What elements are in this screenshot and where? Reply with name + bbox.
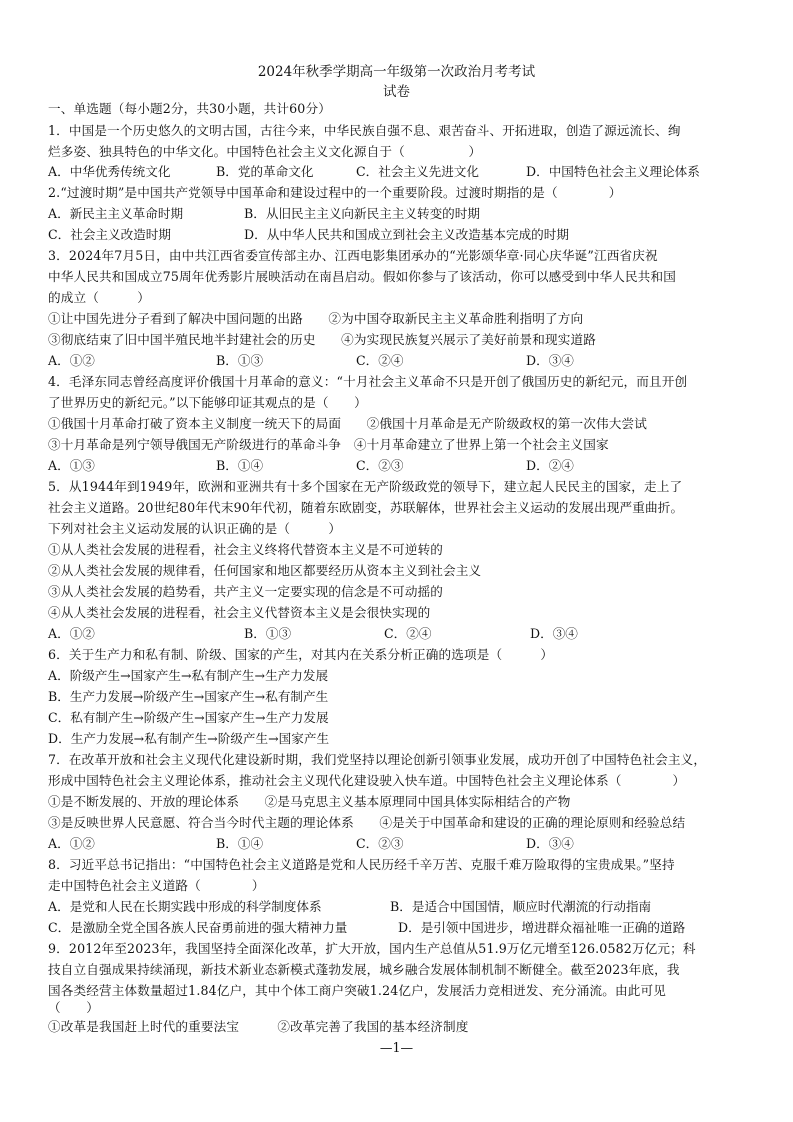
question-6-option-a: A．阶级产生→国家产生→私有制产生→生产力发展 <box>48 668 329 683</box>
question-3-option-a: A．①② <box>48 353 95 368</box>
question-6-option-d: D．生产力发展→私有制产生→阶级产生→国家产生 <box>48 731 330 746</box>
question-4-option-a: A．①③ <box>48 458 95 473</box>
question-9-stem-line: （ ） <box>48 1000 99 1015</box>
question-4-stem-line: 了世界历史的新纪元。”以下能够印证其观点的是（ ） <box>48 395 367 410</box>
question-9-stem-line: 技自立自强成果持续涌现，新技术新业态新模式蓬勃发展，城乡融合发展体制机制不断健全。截至2023年底，我 <box>48 962 680 977</box>
question-1-stem-line: 烂多姿、独具特色的中华文化。中国特色社会主义文化源自于（ ） <box>48 144 482 159</box>
question-9-stem-line: 国各类经营主体数量超过1.84亿户，其中个体工商户突破1.24亿户，发展活力竞相迸发、充分涌流。由此可见 <box>48 983 667 998</box>
question-9-stem-line: 9．2012年至2023年，我国坚持全面深化改革，扩大开放，国内生产总值从51.9万亿元增至126.0582万亿元；科 <box>48 941 696 956</box>
question-1-option-c: C．社会主义先进文化 <box>356 164 479 179</box>
question-4-option-b: B．①④ <box>216 458 264 473</box>
question-4-option-d: D．②④ <box>526 458 574 473</box>
exam-title: 2024年秋季学期高一年级第一次政治月考考试 <box>257 64 536 80</box>
question-3-option-c: C．②④ <box>356 353 404 368</box>
question-1-option-a: A．中华优秀传统文化 <box>48 164 171 179</box>
question-5-option-a: A．①② <box>48 626 95 641</box>
question-4-statement-line: ①俄国十月革命打破了资本主义制度一统天下的局面 ②俄国十月革命是无产阶级政权的第一次伟大尝试 <box>48 416 647 431</box>
question-7-option-d: D．③④ <box>526 836 574 851</box>
question-8-option-c: C．是激励全党全国各族人民奋勇前进的强大精神力量 <box>48 920 348 935</box>
question-4-option-c: C．②③ <box>356 458 404 473</box>
question-2-stem-line: 2.“过渡时期”是中国共产党领导中国革命和建设过程中的一个重要阶段。过渡时期指的是（ ） <box>48 185 622 200</box>
question-7-statement-line: ③是反映世界人民意愿、符合当今时代主题的理论体系 ④是关于中国革命和建设的正确的理论原则和经验总结 <box>48 815 686 830</box>
section-heading: 一、单选题（每小题2分，共30小题，共计60分） <box>48 101 331 116</box>
question-2-option-a: A．新民主主义革命时期 <box>48 206 184 221</box>
question-6-option-c: C．私有制产生→阶级产生→国家产生→生产力发展 <box>48 710 329 725</box>
question-7-stem-line: 7．在改革开放和社会主义现代化建设新时期，我们党坚持以理论创新引领事业发展，成功开创了中国特色社会主义， <box>48 752 707 767</box>
question-5-stem-line: 下列对社会主义运动发展的认识正确的是（ ） <box>48 521 342 536</box>
question-5-statement-line: ②从人类社会发展的规律看，任何国家和地区都要经历从资本主义到社会主义 <box>48 563 482 578</box>
question-5-stem-line: 社会主义道路。20世纪80年代末90年代初，随着东欧剧变，苏联解体，世界社会主义运动的发展出现严重曲折。 <box>48 500 684 515</box>
question-7-option-b: B．①④ <box>216 836 264 851</box>
question-5-statement-line: ①从人类社会发展的进程看，社会主义终将代替资本主义是不可逆转的 <box>48 542 444 557</box>
question-8-stem-line: 走中国特色社会主义道路（ ） <box>48 878 265 893</box>
question-1-stem-line: 1．中国是一个历史悠久的文明古国，古往今来，中华民族自强不息、艰苦奋斗、开拓进取，创造了源远流长、绚 <box>48 123 681 138</box>
question-3-stem-line: 3．2024年7月5日，由中共江西省委宣传部主办、江西电影集团承办的“光影颂华章·同心庆华诞”江西省庆祝 <box>48 248 658 263</box>
question-6-stem-line: 6．关于生产力和私有制、阶级、国家的产生，对其内在关系分析正确的选项是（ ） <box>48 647 554 662</box>
question-8-option-d: D．是引领中国进步，增进群众福祉唯一正确的道路 <box>398 920 686 935</box>
question-6-option-b: B．生产力发展→阶级产生→国家产生→私有制产生 <box>48 689 329 704</box>
question-5-stem-line: 5．从1944年到1949年，欧洲和亚洲共有十多个国家在无产阶级政党的领导下，建立起人民民主的国家，走上了 <box>48 479 683 494</box>
question-2-option-d: D．从中华人民共和国成立到社会主义改造基本完成的时期 <box>244 227 569 242</box>
question-2-option-c: C．社会主义改造时期 <box>48 227 171 242</box>
question-2-option-b: B．从旧民主主义向新民主主义转变的时期 <box>244 206 480 221</box>
question-9-statement-line: ①改革是我国赶上时代的重要法宝 ②改革完善了我国的基本经济制度 <box>48 1019 469 1034</box>
question-4-stem-line: 4．毛泽东同志曾经高度评价俄国十月革命的意义：“十月社会主义革命不只是开创了俄国历史的新纪元，而且开创 <box>48 374 688 389</box>
question-5-option-b: B．①③ <box>244 626 292 641</box>
question-3-stem-line: 的成立（ ） <box>48 290 150 305</box>
question-5-statement-line: ④从人类社会发展的进程看，社会主义代替资本主义是会很快实现的 <box>48 605 431 620</box>
question-7-option-c: C．②③ <box>356 836 404 851</box>
question-1-option-d: D．中国特色社会主义理论体系 <box>526 164 700 179</box>
exam-subtitle: 试卷 <box>383 84 410 100</box>
question-7-statement-line: ①是不断发展的、开放的理论体系 ②是马克思主义基本原理同中国具体实际相结合的产物 <box>48 794 571 809</box>
question-3-statement-line: ③彻底结束了旧中国半殖民地半封建社会的历史 ④为实现民族复兴展示了美好前景和现实道路 <box>48 332 596 347</box>
question-8-option-b: B．是适合中国国情，顺应时代潮流的行动指南 <box>390 899 652 914</box>
question-1-option-b: B．党的革命文化 <box>216 164 314 179</box>
question-8-stem-line: 8．习近平总书记指出：“中国特色社会主义道路是党和人民历经千辛万苦、克服千难万险取得的宝贵成果。”坚持 <box>48 857 675 872</box>
question-5-option-c: C．②④ <box>384 626 432 641</box>
question-3-statement-line: ①让中国先进分子看到了解决中国问题的出路 ②为中国夺取新民主主义革命胜利指明了方向 <box>48 311 584 326</box>
question-4-statement-line: ③十月革命是列宁领导俄国无产阶级进行的革命斗争 ④十月革命建立了世界上第一个社会主义国家 <box>48 437 609 452</box>
question-7-stem-line: 形成中国特色社会主义理论体系，推动社会主义现代化建设驶入快车道。中国特色社会主义理论体系（ ） <box>48 773 686 788</box>
question-3-option-d: D．③④ <box>526 353 574 368</box>
question-5-statement-line: ③从人类社会发展的趋势看，共产主义一定要实现的信念是不可动摇的 <box>48 584 444 599</box>
question-3-stem-line: 中华人民共和国成立75周年优秀影片展映活动在南昌启动。假如你参与了该活动，你可以感受到中华人民共和国 <box>48 269 677 284</box>
question-8-option-a: A．是党和人民在长期实践中形成的科学制度体系 <box>48 899 322 914</box>
question-5-option-d: D．③④ <box>530 626 578 641</box>
question-7-option-a: A．①② <box>48 836 95 851</box>
page-number: —1— <box>379 1040 414 1055</box>
question-3-option-b: B．①③ <box>216 353 264 368</box>
